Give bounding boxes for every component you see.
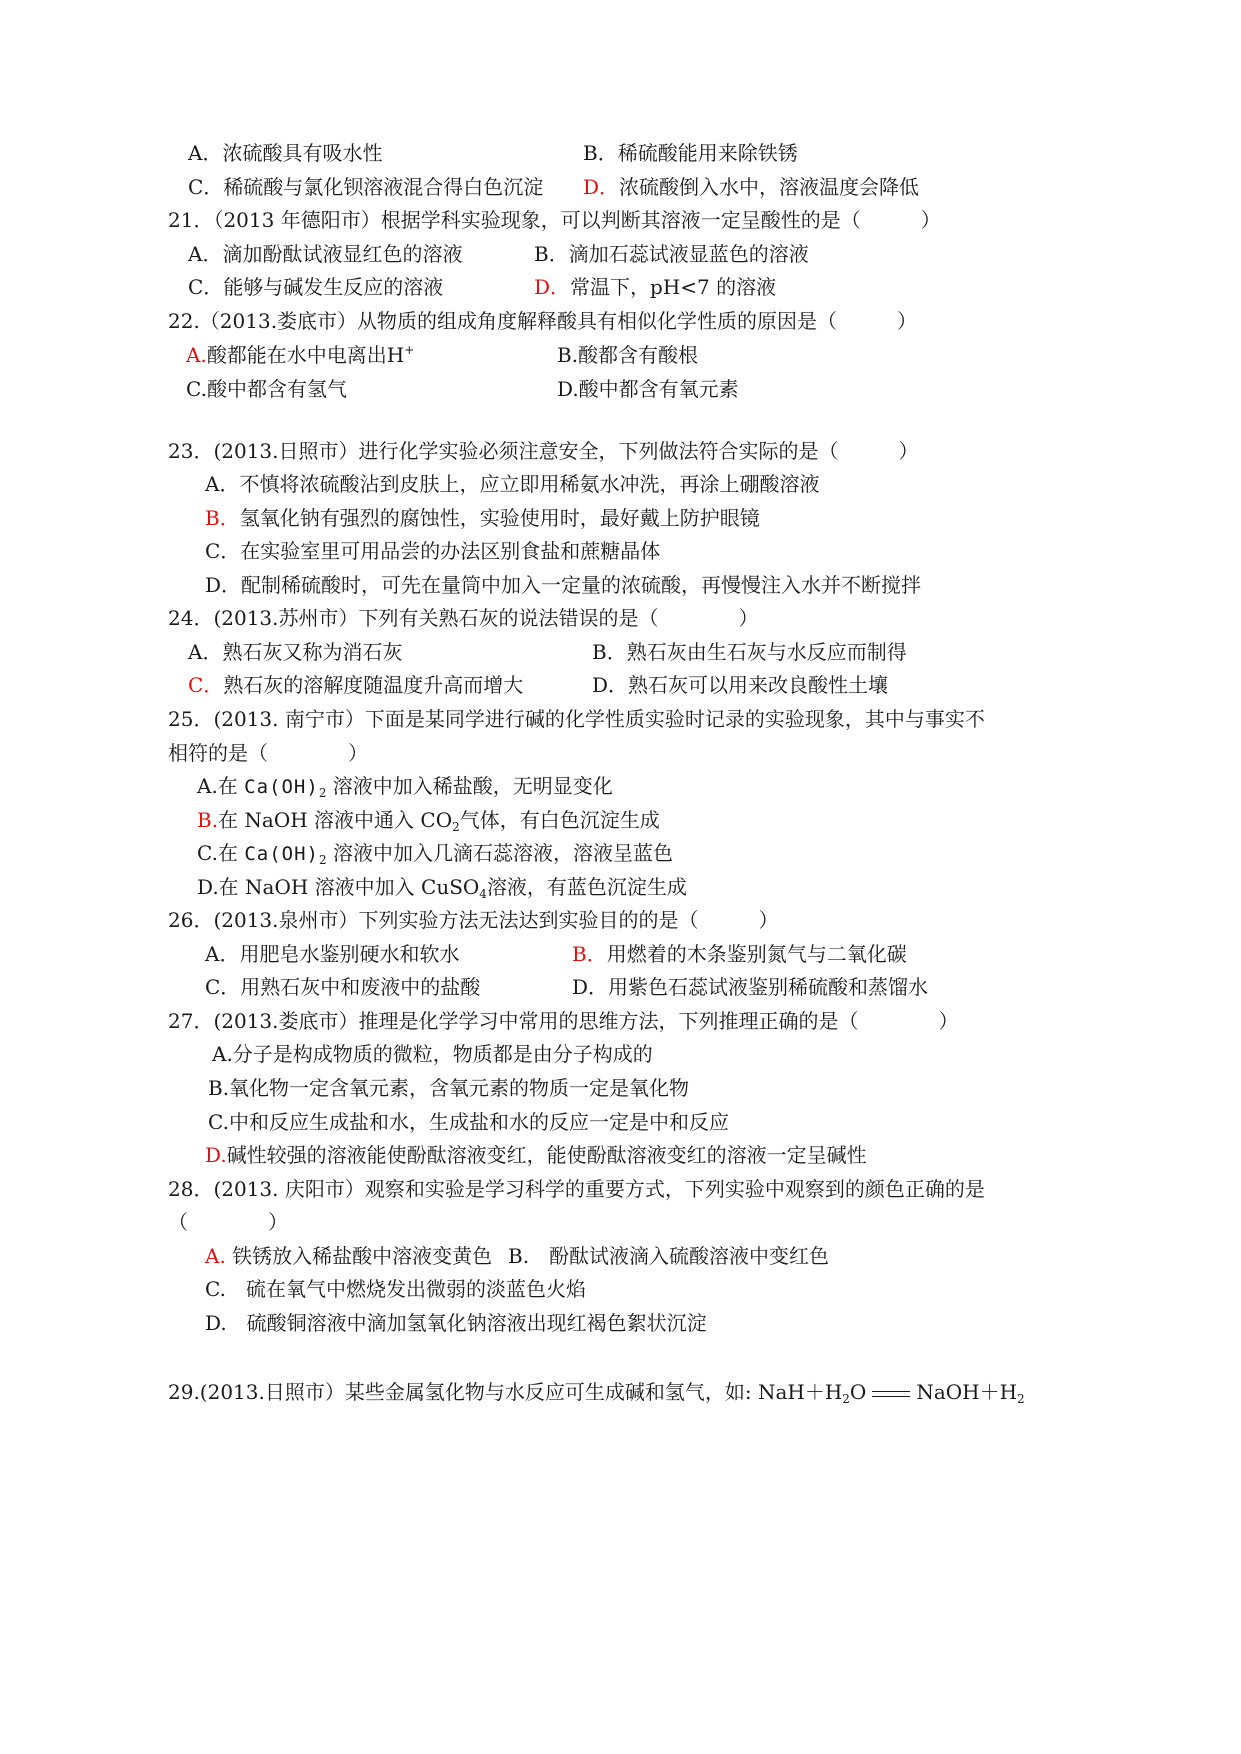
q28-stem-line2: （ ） <box>168 1210 288 1234</box>
q20-option-d: D．浓硫酸倒入水中，溶液温度会降低 <box>583 175 920 199</box>
q29-stem: 29.(2013.日照市）某些金属氢化物与水反应可生成碱和氢气，如: $NaH+H_2O$ $NaOH+H_2$ <box>168 1380 1025 1406</box>
q28-option-d: D. 硫酸铜溶液中滴加氢氧化钠溶液出现红褐色絮状沉淀 <box>205 1311 707 1335</box>
q25-stem-line2: 相符的是（ ） <box>168 741 368 765</box>
answer-marker: A. <box>186 343 207 367</box>
q23-option-d: D．配制稀硫酸时，可先在量筒中加入一定量的浓硫酸，再慢慢注入水并不断搅拌 <box>205 573 922 597</box>
q26-stem: 26．(2013.泉州市）下列实验方法无法达到实验目的的是（ ） <box>168 908 779 932</box>
q25-option-a: A.在 $Ca(OH)_2$ 溶液中加入稀盐酸，无明显变化 <box>197 774 613 800</box>
answer-marker: B． <box>572 942 607 966</box>
answer-marker: D． <box>534 275 571 299</box>
answer-marker: C． <box>188 673 224 697</box>
q28-stem-line1: 28．(2013. 庆阳市）观察和实验是学习科学的重要方式，下列实验中观察到的颜色正确的是 <box>168 1177 985 1201</box>
q20-option-b: B．稀硫酸能用来除铁锈 <box>583 141 798 165</box>
equals-sign-icon <box>872 1391 910 1397</box>
q25-option-b: B.在 NaOH 溶液中通入 $CO_2$气体，有白色沉淀生成 <box>197 808 660 834</box>
q21-option-a: A．滴加酚酞试液显红色的溶液 <box>188 242 463 266</box>
q20-option-a: A．浓硫酸具有吸水性 <box>188 141 383 165</box>
q24-stem: 24．(2013.苏州市）下列有关熟石灰的说法错误的是（ ） <box>168 606 759 630</box>
q28-option-c: C. 硫在氧气中燃烧发出微弱的淡蓝色火焰 <box>205 1277 586 1301</box>
q28-option-b: B. 酚酞试液滴入硫酸溶液中变红色 <box>508 1244 830 1268</box>
q20-option-c: C．稀硫酸与氯化钡溶液混合得白色沉淀 <box>188 175 544 199</box>
q27-stem: 27．(2013.娄底市）推理是化学学习中常用的思维方法，下列推理正确的是（ ） <box>168 1009 959 1033</box>
q25-option-c: C.在 $Ca(OH)_2$ 溶液中加入几滴石蕊溶液，溶液呈蓝色 <box>197 841 673 867</box>
q27-option-b: B.氧化物一定含氧元素，含氧元素的物质一定是氧化物 <box>208 1076 690 1100</box>
answer-marker: A. <box>205 1244 226 1268</box>
q23-option-a: A．不慎将浓硫酸沾到皮肤上，应立即用稀氨水冲洗，再涂上硼酸溶液 <box>205 472 820 496</box>
q21-option-c: C．能够与碱发生反应的溶液 <box>188 275 444 299</box>
q28-option-a: A. 铁锈放入稀盐酸中溶液变黄色 <box>205 1244 493 1268</box>
q25-option-d: D.在 NaOH 溶液中加入 CuSO$_4$溶液，有蓝色沉淀生成 <box>197 875 687 901</box>
q24-option-a: A．熟石灰又称为消石灰 <box>188 640 403 664</box>
q27-option-a: A.分子是构成物质的微粒，物质都是由分子构成的 <box>212 1042 653 1066</box>
q27-option-c: C.中和反应生成盐和水，生成盐和水的反应一定是中和反应 <box>208 1110 729 1134</box>
answer-marker: B. <box>197 808 219 832</box>
q22-option-a: A.酸都能在水中电离出H+ <box>186 343 415 367</box>
q26-option-a: A．用肥皂水鉴别硬水和软水 <box>205 942 460 966</box>
q21-option-b: B．滴加石蕊试液显蓝色的溶液 <box>534 242 809 266</box>
answer-marker: D． <box>583 175 620 199</box>
q22-stem: 22.（2013.娄底市）从物质的组成角度解释酸具有相似化学性质的原因是（ ） <box>168 309 918 333</box>
q27-option-d: D.碱性较强的溶液能使酚酞溶液变红，能使酚酞溶液变红的溶液一定呈碱性 <box>205 1143 867 1167</box>
answer-marker: B． <box>205 506 240 530</box>
q21-option-d: D．常温下，pH<7 的溶液 <box>534 275 777 299</box>
q21-stem: 21．（2013 年德阳市）根据学科实验现象，可以判断其溶液一定呈酸性的是（ ） <box>168 208 941 232</box>
q25-stem-line1: 25．(2013. 南宁市）下面是某同学进行碱的化学性质实验时记录的实验现象，其中与事实不 <box>168 707 985 731</box>
q22-option-c: C.酸中都含有氢气 <box>186 377 347 401</box>
q26-option-c: C．用熟石灰中和废液中的盐酸 <box>205 975 481 999</box>
q26-option-b: B．用燃着的木条鉴别氮气与二氧化碳 <box>572 942 907 966</box>
q26-option-d: D．用紫色石蕊试液鉴别稀硫酸和蒸馏水 <box>572 975 929 999</box>
q24-option-b: B．熟石灰由生石灰与水反应而制得 <box>592 640 907 664</box>
q24-option-d: D．熟石灰可以用来改良酸性土壤 <box>592 673 889 697</box>
q23-option-b: B．氢氧化钠有强烈的腐蚀性，实验使用时，最好戴上防护眼镜 <box>205 506 760 530</box>
q22-option-d: D.酸中都含有氧元素 <box>557 377 739 401</box>
q23-stem: 23．(2013.日照市）进行化学实验必须注意安全，下列做法符合实际的是（ ） <box>168 439 919 463</box>
q24-option-c: C．熟石灰的溶解度随温度升高而增大 <box>188 673 524 697</box>
answer-marker: D. <box>205 1143 227 1167</box>
q23-option-c: C．在实验室里可用品尝的办法区别食盐和蔗糖晶体 <box>205 539 661 563</box>
q22-option-b: B.酸都含有酸根 <box>557 343 699 367</box>
